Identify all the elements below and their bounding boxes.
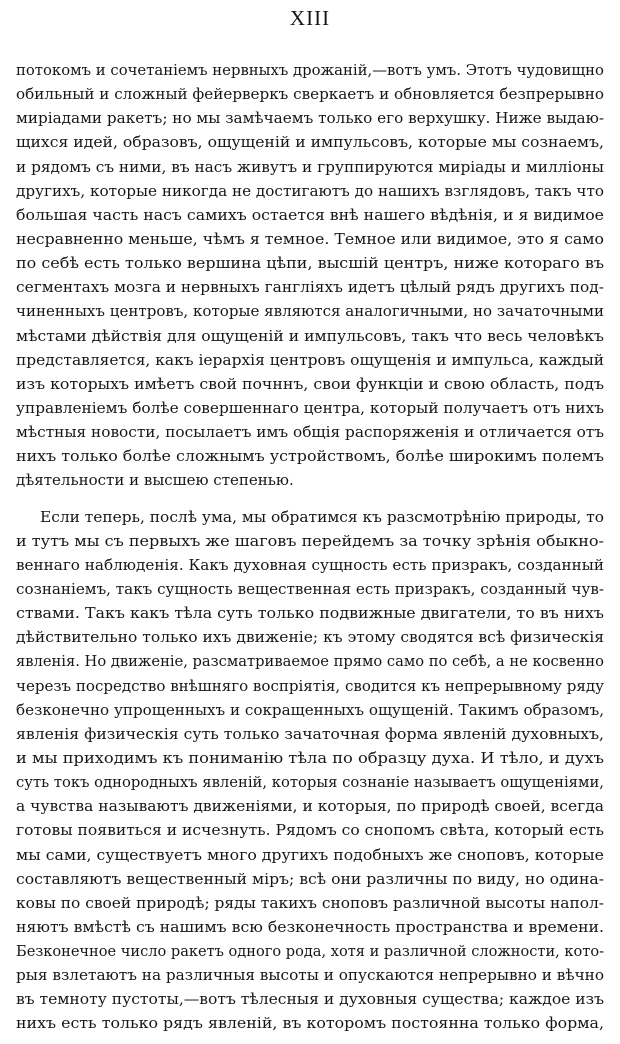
text-line: явленія физическія суть только зачаточная форма явленій духовныхъ,	[16, 724, 605, 743]
text-line: сегментахъ мозга и нервныхъ гангліяхъ идетъ цѣлый рядъ другихъ под-	[16, 278, 604, 297]
text-line: управленіемъ болѣе совершеннаго центра, который получаетъ отъ нихъ	[16, 398, 604, 417]
text-line: суть токъ однородныхъ явленій, которыя сознаніе называетъ ощущеніями,	[16, 773, 605, 792]
text-line: нихъ только болѣе сложнымъ устройствомъ, болѣе широкимъ полемъ	[16, 447, 604, 466]
paragraph-1	[16, 58, 604, 493]
text-line: нихъ есть только рядъ явленій, въ которомъ постоянна только форма,	[16, 1014, 605, 1033]
paragraph-2	[16, 505, 604, 1036]
text-line: въ темноту пустоты,—вотъ тѣлесныя и духовныя существа; каждое изъ	[16, 990, 605, 1009]
text-line: ствами. Такъ какъ тѣла суть только подвижные двигатели, то въ нихъ	[16, 604, 605, 623]
text-line: составляютъ вещественный міръ; всѣ они различны по виду, но одина-	[16, 869, 605, 888]
text-line: по себѣ есть только вершина цѣпи, высшій центръ, ниже котораго въ	[16, 254, 605, 273]
text-line: безконечно упрощенныхъ и сокращенныхъ ощущеній. Такимъ образомъ,	[16, 700, 605, 719]
text-line: щихся идей, образовъ, ощущеній и импульсовъ, которые мы сознаемъ,	[16, 133, 604, 152]
page-number: XIII	[289, 6, 331, 30]
text-line: изъ которыхъ имѣетъ свой почннъ, свои функціи и свою область, подъ	[16, 374, 604, 393]
text-line: няютъ вмѣстѣ съ нашимъ всю безконечность пространства и времени.	[16, 917, 605, 936]
text-line: большая часть насъ самихъ остается внѣ нашего вѣдѣнія, и я видимое	[16, 205, 604, 224]
text-line: Безконечное число ракетъ одного рода, хотя и различной сложности, кото-	[16, 942, 605, 961]
text-line: рыя взлетаютъ на различныя высоты и опускаются непрерывно и вѣчно	[16, 966, 605, 985]
text-line: миріадами ракетъ; но мы замѣчаемъ только его верхушку. Ниже выдаю-	[16, 109, 604, 128]
text-line: сознаніемъ, такъ сущность вещественная есть призракъ, созданный чув-	[16, 579, 605, 598]
text-line: ковы по своей природѣ; ряды такихъ сноповъ различной высоты напол-	[16, 893, 605, 912]
text-line: веннаго наблюденія. Какъ духовная сущность есть призракъ, созданный	[16, 555, 605, 574]
text-line: обильный и сложный фейерверкъ сверкаетъ и обновляется безпрерывно	[16, 85, 605, 104]
body-text	[16, 58, 604, 1036]
text-line: мы сами, существуетъ много другихъ подобныхъ же сноповъ, которые	[16, 845, 604, 864]
text-line: чиненныхъ центровъ, которые являются аналогичными, но зачаточными	[16, 302, 605, 321]
text-line: и мы приходимъ къ пониманію тѣла по образцу духа. И тѣло, и духъ	[16, 748, 604, 767]
text-line: и тутъ мы съ первыхъ же шаговъ перейдемъ за точку зрѣнія обыкно-	[16, 531, 604, 550]
text-line: несравненно меньше, чѣмъ я темное. Темное или видимое, это я само	[16, 229, 604, 248]
text-line: дѣйствительно только ихъ движеніе; къ этому сводятся всѣ физическія	[16, 628, 604, 647]
text-line: Если теперь, послѣ ума, мы обратимся къ разсмотрѣнію природы, то	[40, 507, 605, 526]
text-line: потокомъ и сочетаніемъ нервныхъ дрожаній,—вотъ умъ. Этотъ чудовищно	[16, 61, 604, 79]
text-line: другихъ, которые никогда не достигаютъ до нашихъ взглядовъ, такъ что	[16, 181, 605, 200]
text-line: черезъ посредство внѣшняго воспріятія, сводится къ непрерывному ряду	[16, 676, 605, 695]
text-line: мѣстами дѣйствія для ощущеній и импульсовъ, такъ что весь человѣкъ	[16, 326, 604, 345]
text-line: дѣятельности и высшею степенью.	[16, 471, 294, 490]
text-line: и рядомъ съ ними, въ насъ живутъ и группируются миріады и милліоны	[16, 157, 605, 176]
text-line: мѣстныя новости, посылаетъ имъ общія распоряженія и отличается отъ	[16, 423, 604, 442]
text-line: явленія. Но движеніе, разсматриваемое прямо само по себѣ, а не косвенно	[16, 652, 604, 671]
text-line: а чувства называютъ движеніями, и которыя, по природѣ своей, всегда	[16, 797, 604, 816]
text-line: готовы появиться и исчезнуть. Рядомъ со снопомъ свѣта, который есть	[16, 821, 605, 840]
text-line: представляется, какъ іерархія центровъ ощущенія и импульса, каждый	[16, 350, 605, 369]
paragraph-gap	[16, 493, 604, 505]
